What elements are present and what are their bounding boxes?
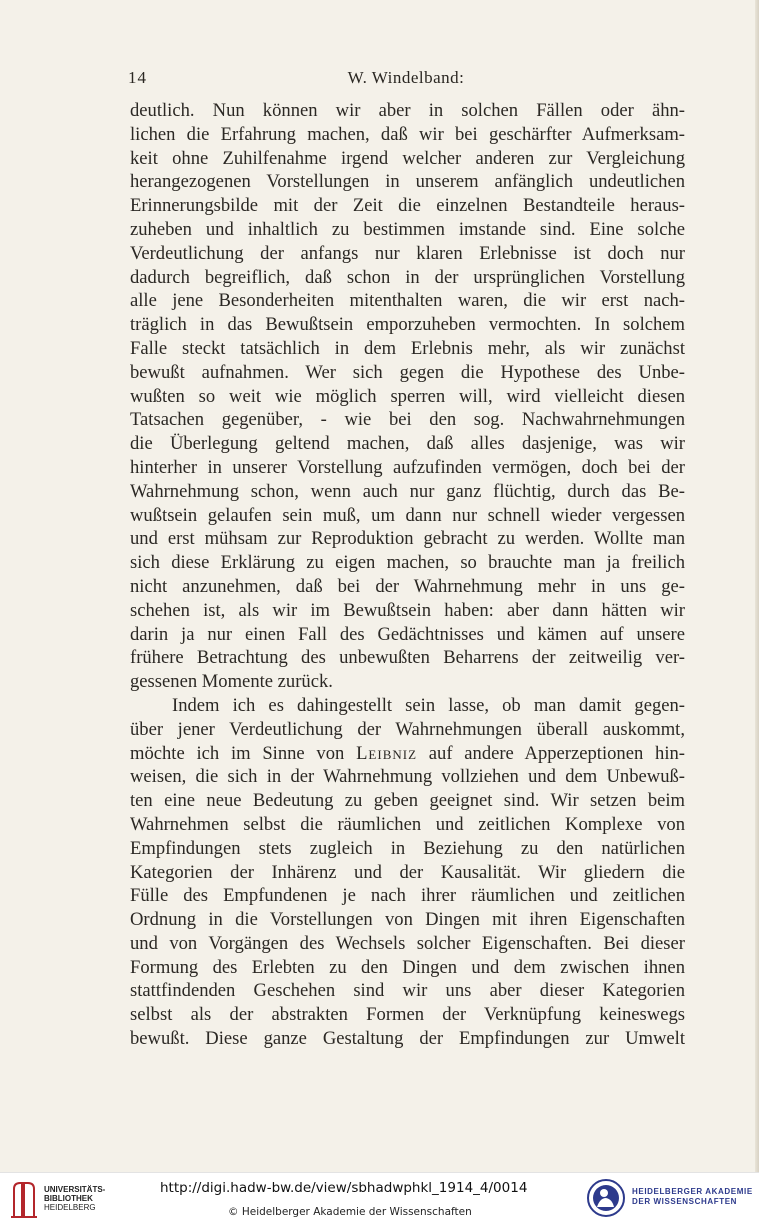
- text-line: Wahrnehmen selbst die räumlichen und zeitlichen Komplexe von: [130, 813, 685, 835]
- text-line: Empfindungen stets zugleich in Beziehung zu den natürlichen: [130, 837, 685, 859]
- text-line: Verdeutlichung der anfangs nur klaren Erlebnisse ist doch nur: [130, 242, 685, 264]
- text-line: zuheben und inhaltlich zu bestimmen imstande sind. Eine solche: [130, 218, 685, 240]
- text-line: keit ohne Zuhilfenahme irgend welcher anderen zur Vergleichung: [130, 147, 685, 169]
- text-line: lichen die Erfahrung machen, daß wir bei geschärfter Aufmerksam-: [130, 123, 685, 145]
- text-line: wußtsein gelaufen sein muß, um dann nur schnell wieder vergessen: [130, 504, 685, 526]
- text-line: und von Vorgängen des Wechsels solcher Eigenschaften. Bei dieser: [130, 932, 685, 954]
- text-line: hinterher in unserer Vorstellung aufzufinden vermögen, doch bei der: [130, 456, 685, 478]
- text-line: und erst mühsam zur Reproduktion gebracht zu werden. Wollte man: [130, 528, 685, 550]
- text-line: gessenen Momente zurück.: [130, 671, 333, 693]
- running-title: W. Windelband:: [347, 68, 465, 87]
- text-line: sich diese Erklärung zu eigen machen, so brauchte man ja freilich: [130, 552, 685, 574]
- text-line: Fülle des Empfundenen je nach ihrer räumlichen und zeitlichen: [130, 885, 685, 907]
- text-line: bewußt aufnahmen. Wer sich gegen die Hypothese des Unbe-: [130, 361, 685, 383]
- text-line: bewußt. Diese ganze Gestaltung der Empfindungen zur Umwelt: [130, 1028, 685, 1050]
- text-line: Formung des Erlebten zu den Dingen und dem zwischen ihnen: [130, 956, 685, 978]
- text-line: schehen ist, als wir im Bewußtsein haben: aber dann hätten wir: [130, 599, 685, 621]
- viewer-footer: [0, 1172, 759, 1226]
- text-line: weisen, die sich in der Wahrnehmung vollziehen und dem Unbewuß-: [130, 766, 685, 788]
- text-line: Wahrnehmung schon, wenn auch nur ganz flüchtig, durch das Be-: [130, 480, 685, 502]
- text-line-with-name: [130, 742, 685, 766]
- text-line: deutlich. Nun können wir aber in solchen Fällen oder ähn-: [130, 100, 685, 121]
- text-line: die Überlegung geltend machen, daß alles dasjenige, was wir: [130, 433, 685, 455]
- text-line: alle jene Besonderheiten mitenthalten waren, die wir erst nach-: [130, 290, 685, 312]
- text-line: ten eine neue Bedeutung zu geben geeignet sind. Wir setzen beim: [130, 790, 685, 812]
- text-line: träglich in das Bewußtsein emporzuheben vermochten. In solchem: [130, 314, 685, 336]
- text-line: darin ja nur einen Fall des Gedächtnisses und kämen auf unsere: [130, 623, 685, 645]
- text-line: frühere Betrachtung des unbewußten Beharrens der zeitweilig ver-: [130, 647, 685, 669]
- text-line: Falle steckt tatsächlich in dem Erlebnis mehr, als wir zunächst: [130, 337, 685, 359]
- page-number: 14: [128, 68, 147, 87]
- academy-name: HEIDELBERGER AKADEMIE DER WISSENSCHAFTEN: [632, 1187, 753, 1206]
- copyright-notice: © Heidelberger Akademie der Wissenschaften: [228, 1206, 472, 1218]
- running-head: [126, 68, 686, 88]
- text-line: nicht anzunehmen, daß bei der Wahrnehmung mehr in uns ge-: [130, 575, 685, 597]
- text-line: über jener Verdeutlichung der Wahrnehmungen überall auskommt,: [130, 718, 685, 740]
- university-library-logo-icon: [8, 1179, 40, 1221]
- text-line: selbst als der abstrakten Formen der Verknüpfung keineswegs: [130, 1004, 685, 1026]
- library-name: UNIVERSITÄTS- BIBLIOTHEK HEIDELBERG: [44, 1185, 106, 1212]
- body-text: [130, 99, 685, 1051]
- author-name-leibniz: Leibniz: [356, 742, 418, 764]
- text-line: wußten so weit wie möglich sperren will, wird vielleicht diesen: [130, 385, 685, 407]
- text-fragment: möchte ich im Sinne von: [130, 742, 357, 764]
- text-line: Ordnung in die Vorstellungen von Dingen mit ihren Eigenschaften: [130, 909, 685, 931]
- text-fragment: auf andere Apperzeptionen hin-: [417, 742, 685, 764]
- paragraph-start: Indem ich es dahingestellt sein lasse, ob man damit gegen-: [172, 694, 685, 716]
- text-line: Kategorien der Inhärenz und der Kausalität. Wir gliedern die: [130, 861, 685, 883]
- text-line: Erinnerungsbilde mit der Zeit die einzelnen Bestandteile heraus-: [130, 195, 685, 217]
- text-line: herangezogenen Vorstellungen in unserem anfänglich undeutlichen: [130, 171, 685, 193]
- text-line: stattfindenden Geschehen sind wir uns aber dieser Kategorien: [130, 980, 685, 1002]
- academy-seal-icon: [586, 1178, 626, 1218]
- permalink-url[interactable]: http://digi.hadw-bw.de/view/sbhadwphkl_1914_4/0014: [160, 1180, 528, 1196]
- page-edge: [755, 0, 759, 1172]
- text-line: dadurch begreiflich, daß schon in der ursprünglichen Vorstellung: [130, 266, 685, 288]
- text-line: Tatsachen gegenüber, - wie bei den sog. Nachwahrnehmungen: [130, 409, 685, 431]
